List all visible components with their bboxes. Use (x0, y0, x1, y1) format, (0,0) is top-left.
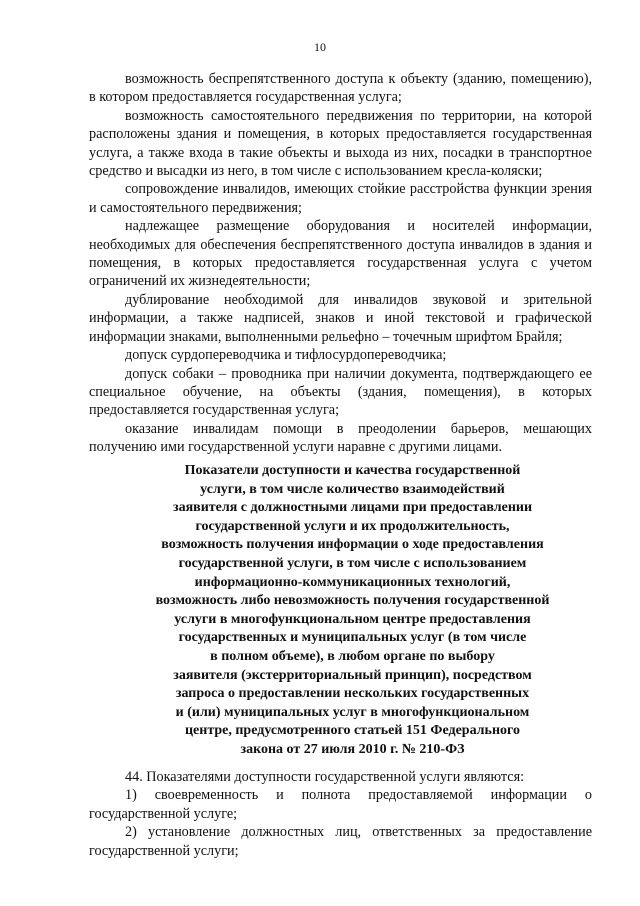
heading-line: возможность либо невозможность получения государственной (155, 593, 550, 609)
paragraph: 2) установление должностных лиц, ответственных за предоставление государственной услуги; (89, 824, 592, 859)
section-heading (140, 462, 565, 760)
paragraph: сопровождение инвалидов, имеющих стойкие расстройства функции зрения и самостоятельного передвижения; (89, 181, 592, 216)
heading-line: государственной услуги, в том числе с использованием (178, 555, 527, 571)
heading-line: возможность получения информации о ходе предоставления (161, 537, 544, 553)
heading-line: государственной услуги и их продолжительность, (195, 518, 510, 534)
paragraph: 44. Показателями доступности государственной услуги являются: (125, 769, 525, 785)
body-text-section-2 (89, 768, 592, 860)
heading-line: заявителя (экстерриториальный принцип), посредством (173, 667, 532, 683)
heading-line: Показатели доступности и качества государственной (184, 463, 521, 478)
heading-line: и (или) муниципальных услуг в многофункциональном (175, 704, 530, 720)
paragraph: возможность беспрепятственного доступа к объекту (зданию, помещению), в котором предоставляется государственная услуга; (89, 71, 592, 106)
heading-line: услуги в многофункциональном центре предоставления (174, 611, 531, 627)
heading-line: центре, предусмотренного статьей 151 Федерального (184, 723, 521, 739)
paragraph: 1) своевременность и полнота предоставляемой информации о государственной услуге; (89, 787, 592, 822)
heading-line: информационно-коммуникационных технологий, (194, 574, 511, 590)
paragraph: надлежащее размещение оборудования и носителей информации, необходимых для обеспечения беспрепятственного доступа инвалидов в здания и помещения, в которых предоставляется государственная услуга с учетом ограничений их жизнедеятельности; (89, 218, 592, 290)
paragraph: дублирование необходимой для инвалидов звуковой и зрительной информации, а также надписей, знаков и иной текстовой и графической информации знаками, выполненными рельефно – точечным шрифтом Брайля; (89, 291, 592, 345)
heading-line: в полном объеме), в любом органе по выбору (210, 648, 495, 664)
heading-line: услуги, в том числе количество взаимодействий (200, 481, 505, 497)
heading-line: заявителя с должностными лицами при предоставлении (172, 500, 533, 516)
heading-line: государственных и муниципальных услуг (в том числе (178, 630, 527, 646)
heading-line: закона от 27 июля 2010 г. № 210-ФЗ (240, 741, 465, 757)
paragraph: возможность самостоятельного передвижения по территории, на которой расположены здания и помещения, в которых предоставляется государственная услуга, а также входа в такие объекты и выхода из них, посадки в транспортное средство и высадки из него, в том числе с использованием кресла-коляски; (89, 107, 592, 180)
paragraph: оказание инвалидам помощи в преодолении барьеров, мешающих получению ими государственной услуги наравне с другими лицами. (89, 420, 592, 456)
paragraph: допуск сурдопереводчика и тифлосурдопереводчика; (125, 347, 447, 364)
heading-line: запроса о предоставлении нескольких государственных (175, 686, 530, 702)
paragraph: допуск собаки – проводника при наличии документа, подтверждающего ее специальное обучение, на объекты (здания, помещения), в которых предоставляется государственная услуга; (89, 365, 592, 419)
body-text-section-1 (89, 70, 592, 457)
page-number: 10 (314, 40, 326, 54)
